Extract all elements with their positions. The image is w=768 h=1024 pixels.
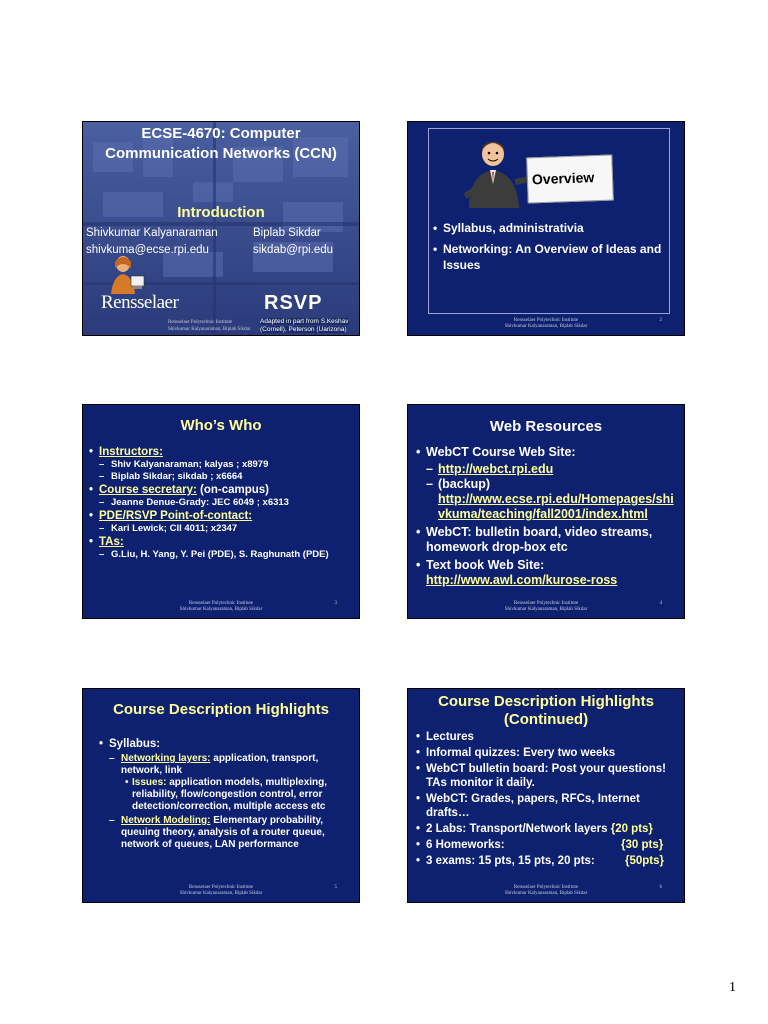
list-item: – Network Modeling: Elementary probability, queuing theory, analysis of a router queue, network of queues, LAN performance: [109, 815, 325, 850]
slide-4-list: [416, 445, 680, 588]
slide-2-footer: Rensselaer Polytechnic Institute Shivkumar Kalyanaraman, Biplab Sikdar: [504, 318, 588, 329]
list-item: – Biplab Sikdar; sikdab ; x6664: [99, 471, 243, 482]
list-item: – Jeanne Denue-Grady: JEC 6049 ; x6313: [99, 497, 289, 508]
list-item: • WebCT Course Web Site:: [416, 445, 680, 460]
slide-6-number: 6: [659, 885, 662, 890]
slide-6-title: Course Description Highlights (Continued): [438, 693, 654, 728]
list-item: • 3 exams: 15 pts, 15 pts, 20 pts: {50pts}: [416, 854, 678, 868]
slide-4-footer: Rensselaer Polytechnic Institute Shivkumar Kalyanaraman, Biplab Sikdar: [504, 601, 588, 612]
slide-2-bullets: [433, 220, 663, 273]
slide-1-footer-line1: Rensselaer Polytechnic Institute: [168, 320, 233, 325]
list-item: – http://webct.rpi.edu: [426, 462, 554, 476]
textbook-link[interactable]: http://www.awl.com/kurose-ross: [426, 573, 618, 587]
homeworks-points: {30 pts}: [621, 839, 664, 851]
overview-sign-text: Overview: [531, 169, 595, 188]
author2-name: Biplab Sikdar: [253, 227, 321, 239]
slide-5-number: 5: [334, 885, 337, 890]
list-item: – Shiv Kalyanaraman; kalyas ; x8979: [99, 459, 269, 470]
slide-2-number: 2: [659, 318, 662, 323]
list-item: • Course secretary: (on-campus): [89, 483, 355, 497]
list-item: • WebCT: bulletin board, video streams, homework drop-box etc: [416, 525, 680, 555]
list-item: – (backup) http://www.ecse.rpi.edu/Homepages/shivkuma/teaching/fall2001/index.html: [426, 477, 674, 521]
list-item: • Lectures: [416, 730, 678, 744]
list-item: • 6 Homeworks: {30 pts}: [416, 838, 678, 852]
slide-1-footer-line2: Shivkumar Kalyanaraman, Biplab Sikdar: [168, 327, 251, 332]
slide-1-subtitle: Introduction: [177, 204, 265, 221]
list-item: [89, 509, 355, 523]
slide-5: [82, 688, 360, 903]
rsvp-logo: RSVP: [264, 292, 323, 314]
slide-1: [82, 121, 360, 336]
list-item: • Issues: application models, multiplexing, reliability, flow/congestion control, error detection/correction, multiple access etc: [99, 777, 351, 813]
list-item: – Kari Lewick; CII 4011; x2347: [99, 523, 238, 534]
author1-name: Shivkumar Kalyanaraman: [86, 227, 218, 239]
list-item: – G.Liu, H. Yang, Y. Pei (PDE), S. Raghunath (PDE): [99, 549, 329, 560]
slide-1-title: ECSE-4670: Computer Communication Networks (CCN): [105, 125, 337, 162]
secretary-label: Course secretary:: [99, 484, 197, 496]
list-item: • WebCT: Grades, papers, RFCs, Internet drafts…: [416, 792, 678, 820]
rensselaer-logo: Rensselaer: [101, 292, 179, 313]
slide-3-list: [89, 445, 355, 561]
list-item: • Informal quizzes: Every two weeks: [416, 746, 678, 760]
pde-label: PDE/RSVP Point-of-contact:: [99, 510, 253, 522]
exams-points: {50pts}: [625, 855, 664, 867]
labs-points: {20 pts}: [610, 823, 653, 835]
tas-label: TAs:: [99, 536, 124, 548]
slide-6-list: [416, 730, 678, 868]
list-item: • 2 Labs: Transport/Network layers {20 pts}: [416, 822, 678, 836]
slide-5-footer: Rensselaer Polytechnic Institute Shivkumar Kalyanaraman, Biplab Sikdar: [179, 885, 263, 896]
slide-6-footer: Rensselaer Polytechnic Institute Shivkumar Kalyanaraman, Biplab Sikdar: [504, 885, 588, 896]
slide-3-footer: Rensselaer Polytechnic Institute Shivkumar Kalyanaraman, Biplab Sikdar: [179, 601, 263, 612]
slide-3-number: 3: [334, 601, 337, 606]
slide-3: [82, 404, 360, 619]
list-item: • WebCT bulletin board: Post your questions! TAs monitor it daily.: [416, 762, 678, 790]
slide-3-title: Who’s Who: [180, 417, 262, 434]
author1-email: shivkuma@ecse.rpi.edu: [86, 244, 209, 256]
list-item: • Syllabus, administrativia: [433, 220, 663, 236]
slide-2: [407, 121, 685, 336]
webct-link[interactable]: http://webct.rpi.edu: [438, 462, 554, 476]
slide-5-list: [99, 737, 351, 851]
backup-link[interactable]: http://www.ecse.rpi.edu/Homepages/shivkuma/teaching/fall2001/index.html: [438, 492, 674, 521]
page-number: 1: [729, 980, 736, 995]
person-at-computer-clipart: [105, 254, 145, 296]
list-item: – Networking layers: application, transport, network, link: [109, 753, 319, 776]
instructors-label: Instructors:: [99, 446, 163, 458]
slide-6: [407, 688, 685, 903]
slide-4: [407, 404, 685, 619]
list-item: [89, 445, 355, 459]
adapted-from-line2: (Cornell), Peterson (Uarizona): [260, 326, 347, 333]
list-item: [89, 535, 355, 549]
list-item: • Networking: An Overview of Ideas and Issues: [433, 241, 663, 273]
adapted-from-line1: Adapted in part from S.Keshav: [260, 318, 349, 325]
author2-email: sikdab@rpi.edu: [253, 244, 334, 256]
slide-5-title: Course Description Highlights: [113, 701, 329, 718]
list-item: • Syllabus:: [99, 737, 351, 751]
overview-sign: [526, 155, 614, 204]
slide-4-number: 4: [659, 601, 662, 606]
slide-4-title: Web Resources: [489, 418, 603, 435]
list-item: • Text book Web Site: http://www.awl.com/kurose-ross: [416, 558, 680, 588]
